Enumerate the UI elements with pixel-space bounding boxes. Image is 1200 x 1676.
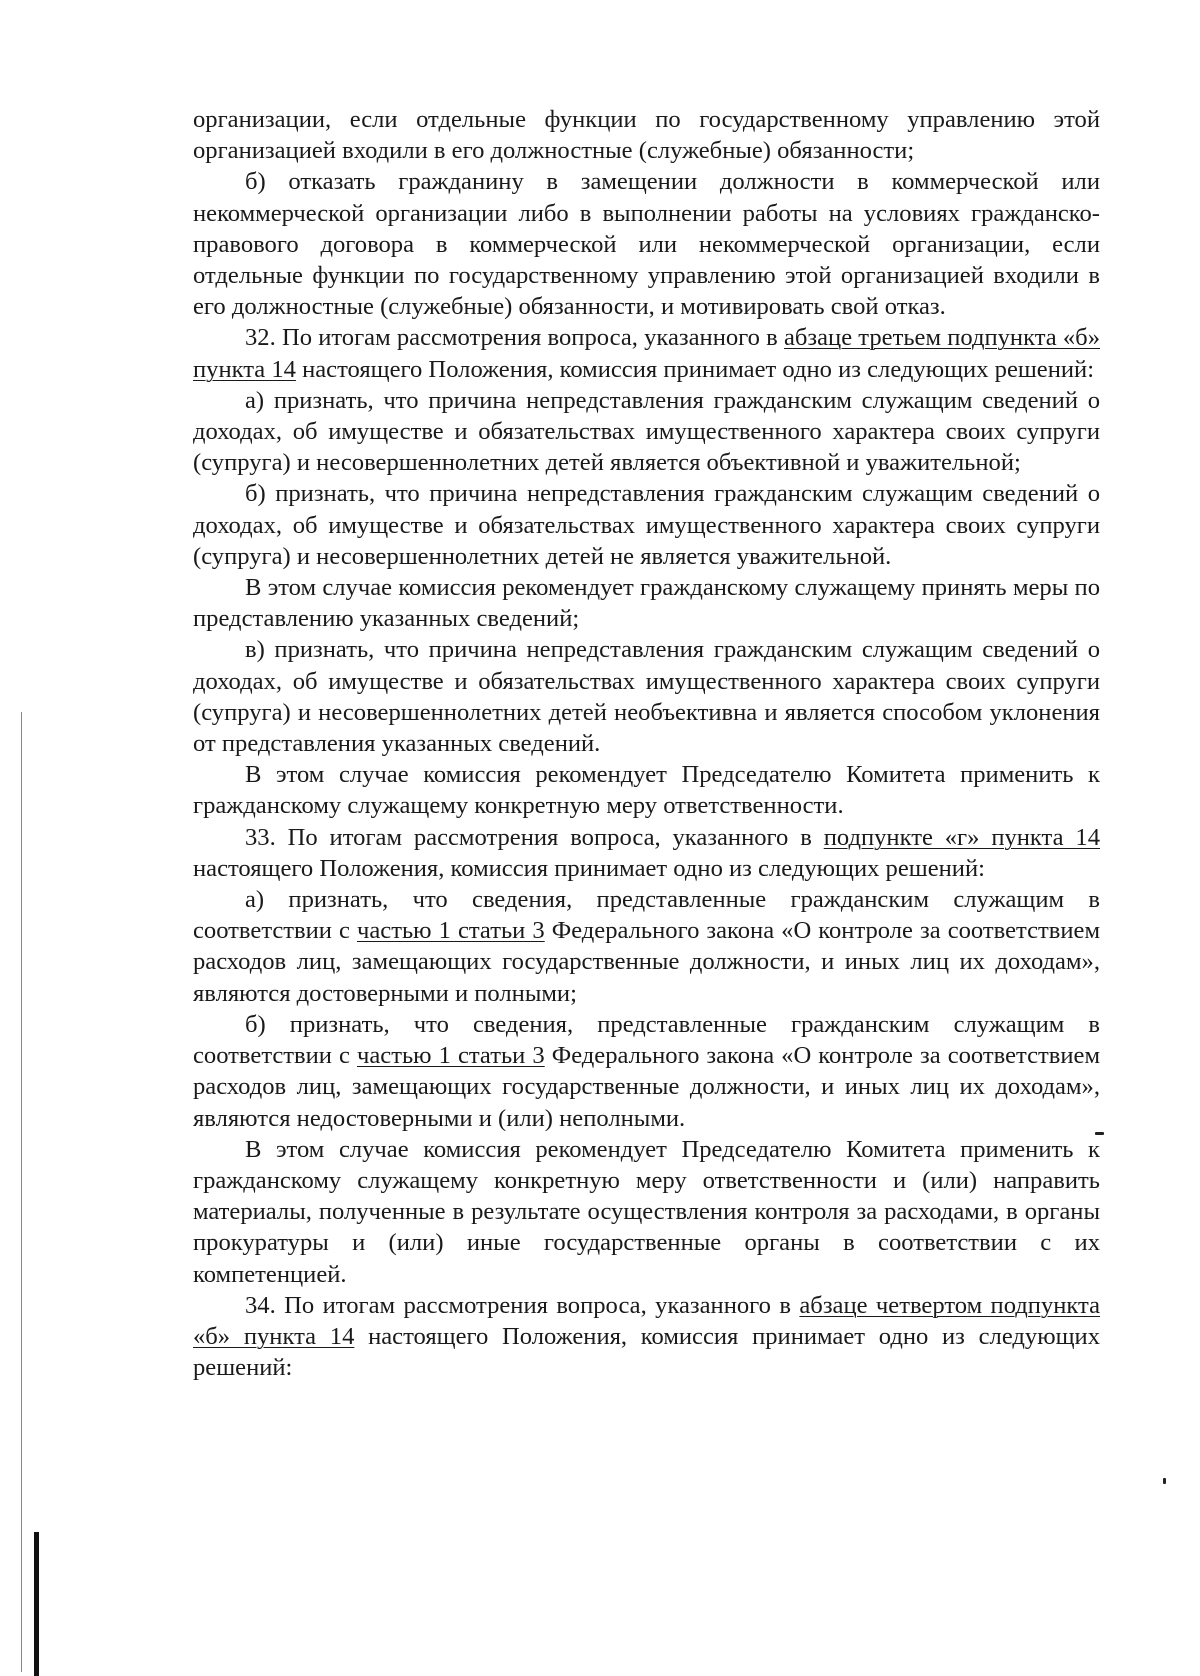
reference-link[interactable]: абзаце третьем подпункта «б» пункта 14 [193,324,1100,383]
reference-link[interactable]: частью 1 статьи 3 [357,1042,545,1070]
text: 33. По итогам рассмотрения вопроса, указанного в [245,823,824,851]
text: 32. По итогам рассмотрения вопроса, указанного в [245,324,784,352]
text: настоящего Положения, комиссия принимает одно из следующих решений: [295,355,1095,383]
document-page [193,104,1100,1383]
text: настоящего Положения, комиссия принимает одно из следующих решений: [193,1322,1100,1382]
paragraph-34 [193,1290,1100,1384]
paragraph: б) отказать гражданину в замещении должности в коммерческой или некоммерческой организации либо в выполнении работы на условиях гражданско-правового договора в коммерческой или некоммерческой организации, если отдельные функции по государственному управлению этой организацией входили в его должностные (служебные) обязанности, и мотивировать свой отказ. [193,168,1100,321]
text: Федерального закона «О контроле за соответствием расходов лиц, замещающих государственные должности, и иных лиц их доходам», являются недостоверными и (или) неполными. [193,1042,1101,1132]
scan-speck [1163,1478,1166,1484]
reference-link[interactable]: абзаце четвертом подпункта «б» пункта 14 [193,1291,1101,1350]
paragraph: организации, если отдельные функции по государственному управлению этой организацией входили в его должностные (служебные) обязанности; [193,106,1100,165]
text: 34. По итогам рассмотрения вопроса, указанного в [245,1291,800,1319]
paragraph [193,884,1100,1009]
reference-link[interactable]: подпункте «г» пункта 14 [823,823,1100,851]
paragraph-33 [193,822,1100,884]
reference-link[interactable]: частью 1 статьи 3 [357,917,545,945]
scan-edge-line [21,712,22,1672]
text: настоящего Положения, комиссия принимает одно из следующих решений: [193,854,985,882]
paragraph [193,1009,1100,1134]
paragraph: в) признать, что причина непредставления гражданским служащим сведений о доходах, об имуществе и обязательствах имущественного характера своих супруги (супруга) и несовершеннолетних детей необъективна и является способом уклонения от представления указанных сведений. [193,636,1100,758]
text: а) признать, что сведения, представленные гражданским служащим в соответствии с [193,886,1100,945]
paragraph: а) признать, что причина непредставления гражданским служащим сведений о доходах, об имуществе и обязательствах имущественного характера своих супруги (супруга) и несовершеннолетних детей является объективной и уважительной; [193,386,1100,477]
scan-edge-mark [34,1532,39,1676]
paragraph: В этом случае комиссия рекомендует гражданскому служащему принять меры по представлению указанных сведений; [193,574,1100,633]
text: Федерального закона «О контроле за соответствием расходов лиц, замещающих государственные должности, и иных лиц их доходам», являются достоверными и полными; [193,917,1101,1007]
paragraph: В этом случае комиссия рекомендует Председателю Комитета применить к гражданскому служащему конкретную меру ответственности. [193,761,1100,820]
text: б) признать, что сведения, представленные гражданским служащим в соответствии с [193,1010,1100,1070]
paragraph: В этом случае комиссия рекомендует Председателю Комитета применить к гражданскому служащему конкретную меру ответственности и (или) направить материалы, полученные в результате осуществления контроля за расходами, в органы прокуратуры и (или) иные государственные органы в соответствии с их компетенцией. [193,1135,1100,1288]
paragraph: б) признать, что причина непредставления гражданским служащим сведений о доходах, об имуществе и обязательствах имущественного характера своих супруги (супруга) и несовершеннолетних детей не является уважительной. [193,480,1100,570]
paragraph-32 [193,322,1100,384]
